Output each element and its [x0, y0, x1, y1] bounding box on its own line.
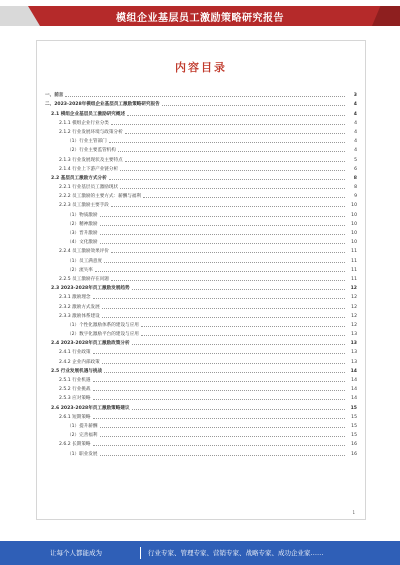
toc-entry-label: 2.1 模组企业基层员工激励研究概述	[51, 111, 126, 117]
toc-entry-page: 15	[351, 423, 357, 429]
toc-entry[interactable]	[45, 245, 357, 254]
toc-entry-label: 2.3.1 激励理念	[59, 295, 91, 301]
toc-entry-page: 6	[354, 166, 357, 172]
toc-entry-page: 9	[354, 194, 357, 200]
toc-entry-page: 13	[351, 350, 357, 356]
toc-entry[interactable]	[45, 89, 357, 98]
toc-leader-dots	[127, 115, 345, 116]
toc-entry[interactable]	[45, 126, 357, 135]
toc-entry-label: 2.2.5 员工激励存在问题	[59, 276, 109, 282]
toc-entry-page: 16	[351, 451, 357, 457]
toc-entry[interactable]	[45, 420, 357, 429]
toc-leader-dots	[118, 151, 345, 152]
toc-entry[interactable]	[45, 218, 357, 227]
toc-leader-dots	[102, 363, 345, 364]
toc-entry[interactable]	[45, 153, 357, 162]
toc-leader-dots	[111, 124, 345, 125]
toc-entry-label: 2.5 行业发展机遇与挑战	[51, 368, 103, 374]
toc-entry[interactable]	[45, 254, 357, 263]
toc-leader-dots	[141, 335, 345, 336]
page-number: 1	[352, 510, 355, 515]
toc-list	[45, 89, 357, 457]
toc-leader-dots	[120, 170, 345, 171]
toc-entry[interactable]	[45, 401, 357, 410]
toc-entry-label: 2.5.2 行业挑战	[59, 387, 91, 393]
toc-entry[interactable]	[45, 392, 357, 401]
toc-entry-page: 8	[354, 185, 357, 191]
toc-leader-dots	[120, 188, 345, 189]
toc-entry-label: （3）晋升激励	[67, 231, 98, 236]
toc-entry[interactable]	[45, 300, 357, 309]
toc-entry-label: （2）流失率	[67, 267, 93, 273]
toc-entry[interactable]	[45, 190, 357, 199]
toc-leader-dots	[125, 161, 345, 162]
toc-entry-label: 一、前言	[45, 93, 64, 99]
toc-entry-page: 14	[351, 396, 357, 402]
toc-entry-page: 13	[351, 359, 357, 365]
toc-page	[36, 40, 366, 520]
toc-entry[interactable]	[45, 346, 357, 355]
toc-entry-page: 12	[351, 304, 357, 310]
toc-entry-label: （1）员工满意度	[67, 258, 103, 264]
toc-entry-label: 2.2.2 员工激励的主要方式：薪酬与福利	[59, 194, 142, 200]
toc-leader-dots	[111, 280, 345, 281]
toc-entry[interactable]	[45, 365, 357, 374]
toc-leader-dots	[162, 105, 345, 106]
toc-entry-page: 3	[353, 93, 357, 99]
toc-leader-dots	[93, 418, 345, 419]
toc-entry-label: 2.1.4 行业上下游产业链分析	[59, 166, 119, 172]
toc-entry-label: 2.2 基层员工激励方式分析	[51, 175, 107, 181]
toc-entry-page: 16	[351, 442, 357, 448]
toc-entry-page: 4	[353, 111, 357, 117]
toc-leader-dots	[95, 271, 345, 272]
toc-entry[interactable]	[45, 310, 357, 319]
toc-leader-dots	[104, 262, 345, 263]
toc-entry[interactable]	[45, 199, 357, 208]
toc-entry-page: 10	[351, 240, 357, 246]
toc-entry-label: 2.5.1 行业机遇	[59, 378, 91, 383]
toc-entry-page: 13	[351, 332, 357, 338]
toc-entry-label: 2.1.3 行业发展现状及主要特点	[59, 157, 123, 163]
toc-entry[interactable]	[45, 429, 357, 438]
toc-entry-page: 12	[351, 313, 357, 319]
toc-entry-page: 14	[350, 368, 357, 374]
toc-entry-page: 10	[351, 203, 357, 209]
toc-entry-page: 15	[351, 433, 357, 439]
footer-divider	[140, 547, 141, 559]
toc-entry-page: 14	[351, 387, 357, 393]
toc-entry-label: 2.4.1 行业政策	[59, 350, 91, 356]
toc-leader-dots	[100, 225, 346, 226]
toc-entry[interactable]	[45, 337, 357, 346]
toc-leader-dots	[100, 243, 346, 244]
toc-leader-dots	[102, 317, 345, 318]
toc-entry-label: 2.6.1 短期策略	[59, 414, 91, 420]
toc-leader-dots	[109, 179, 345, 180]
toc-entry-label: （1）个性化激励体系的建设与应用	[67, 322, 139, 328]
toc-leader-dots	[93, 390, 345, 391]
toc-entry[interactable]	[45, 355, 357, 364]
toc-entry-page: 5	[354, 157, 357, 163]
toc-leader-dots	[104, 372, 345, 373]
toc-entry[interactable]	[45, 438, 357, 447]
toc-entry[interactable]	[45, 264, 357, 273]
toc-entry-label: （2）精神激励	[67, 221, 98, 227]
toc-leader-dots	[111, 252, 345, 253]
toc-entry-label: （2）完善福利	[67, 433, 98, 439]
toc-entry-label: 2.2.4 员工激励效果评价	[59, 249, 109, 255]
footer-slogan-left: 让每个人都能成为	[50, 549, 102, 557]
toc-leader-dots	[93, 353, 345, 354]
toc-entry-page: 4	[354, 139, 357, 145]
document-title: 模组企业基层员工激励策略研究报告	[116, 13, 284, 24]
toc-entry[interactable]	[45, 172, 357, 181]
toc-entry[interactable]	[45, 227, 357, 236]
toc-entry-page: 4	[354, 129, 357, 135]
toc-entry-label: 2.4 2023-2028年员工激励政策分析	[51, 341, 130, 347]
toc-entry-page: 10	[351, 212, 357, 218]
toc-entry[interactable]	[45, 374, 357, 383]
toc-entry[interactable]	[45, 319, 357, 328]
toc-leader-dots	[100, 436, 346, 437]
toc-leader-dots	[109, 142, 345, 143]
toc-entry-label: 2.1.2 行业发展环境与政策分析	[59, 129, 123, 135]
toc-entry-page: 12	[350, 286, 357, 292]
toc-entry-page: 14	[351, 378, 357, 383]
toc-entry-label: 2.3 2023-2028年员工激励发展趋势	[51, 286, 130, 292]
toc-leader-dots	[100, 427, 346, 428]
toc-entry-page: 13	[350, 341, 357, 347]
toc-entry-label: 2.2.1 行业基层员工激励现状	[59, 185, 119, 191]
toc-entry[interactable]	[45, 98, 357, 107]
toc-entry-page: 12	[351, 322, 357, 328]
toc-entry-label: 2.4.2 企业内部政策	[59, 359, 100, 365]
toc-entry-label: 2.3.3 激励体系建设	[59, 313, 100, 319]
toc-leader-dots	[125, 133, 345, 134]
toc-leader-dots	[102, 308, 345, 309]
toc-entry[interactable]	[45, 135, 357, 144]
toc-leader-dots	[93, 298, 345, 299]
toc-entry-label: （1）行业主管部门	[67, 139, 107, 145]
toc-leader-dots	[100, 216, 346, 217]
toc-entry-label: 2.3.2 激励方式发展	[59, 304, 100, 310]
toc-entry-label: 2.6 2023-2028年员工激励策略建议	[51, 405, 130, 411]
toc-leader-dots	[141, 326, 345, 327]
toc-leader-dots	[100, 455, 346, 456]
toc-leader-dots	[132, 344, 345, 345]
toc-entry-label: 2.2.3 员工激励主要手段	[59, 203, 109, 209]
toc-entry[interactable]	[45, 117, 357, 126]
toc-entry[interactable]	[45, 236, 357, 245]
toc-entry-page: 11	[351, 267, 357, 273]
toc-leader-dots	[93, 445, 345, 446]
toc-entry-label: 2.6.2 长期策略	[59, 442, 91, 448]
toc-leader-dots	[93, 381, 345, 382]
toc-entry-page: 4	[354, 148, 357, 154]
footer-banner	[0, 535, 400, 565]
toc-entry-page: 10	[351, 221, 357, 227]
toc-entry[interactable]	[45, 411, 357, 420]
toc-entry[interactable]	[45, 273, 357, 282]
toc-entry[interactable]	[45, 144, 357, 153]
toc-leader-dots	[132, 409, 345, 410]
toc-leader-dots	[111, 206, 345, 207]
toc-entry-page: 8	[353, 175, 357, 181]
toc-entry[interactable]	[45, 107, 357, 116]
toc-entry-page: 15	[350, 405, 357, 411]
toc-leader-dots	[100, 234, 346, 235]
toc-leader-dots	[143, 197, 345, 198]
toc-entry-page: 11	[351, 249, 357, 255]
toc-entry-label: （1）物质激励	[67, 212, 98, 218]
toc-entry[interactable]	[45, 291, 357, 300]
toc-title: 内容目录	[175, 61, 227, 74]
toc-entry[interactable]	[45, 383, 357, 392]
toc-entry-page: 11	[351, 258, 357, 264]
toc-entry[interactable]	[45, 163, 357, 172]
toc-entry-label: 二、2023-2028年模组企业基层员工激励策略研究报告	[45, 102, 160, 108]
toc-leader-dots	[65, 96, 345, 97]
toc-entry-page: 11	[351, 276, 357, 282]
toc-entry-label: （1）提升薪酬	[67, 423, 98, 429]
toc-entry-label: 2.1.1 模组企业行业分类	[59, 120, 109, 126]
toc-entry-page: 4	[353, 102, 357, 108]
toc-entry-page: 4	[354, 120, 357, 126]
toc-entry-label: （1）职业发展	[67, 451, 98, 457]
toc-entry[interactable]	[45, 328, 357, 337]
toc-entry-label: 2.5.3 应对策略	[59, 396, 91, 402]
toc-entry[interactable]	[45, 282, 357, 291]
toc-entry-label: （2）行业主要监管机构	[67, 148, 116, 154]
toc-entry-page: 10	[351, 231, 357, 236]
toc-entry-label: （4）文化激励	[67, 240, 98, 246]
footer-slogan-right: 行业专家、管理专家、营销专家、战略专家、成功企业家……	[148, 549, 324, 557]
toc-entry-label: （2）数字化激励平台的建设与应用	[67, 332, 139, 338]
toc-entry[interactable]	[45, 181, 357, 190]
toc-entry[interactable]	[45, 447, 357, 456]
header-banner	[0, 0, 400, 32]
toc-entry-page: 15	[351, 414, 357, 420]
toc-entry[interactable]	[45, 208, 357, 217]
toc-leader-dots	[132, 289, 345, 290]
toc-entry-page: 12	[351, 295, 357, 301]
toc-leader-dots	[93, 399, 345, 400]
